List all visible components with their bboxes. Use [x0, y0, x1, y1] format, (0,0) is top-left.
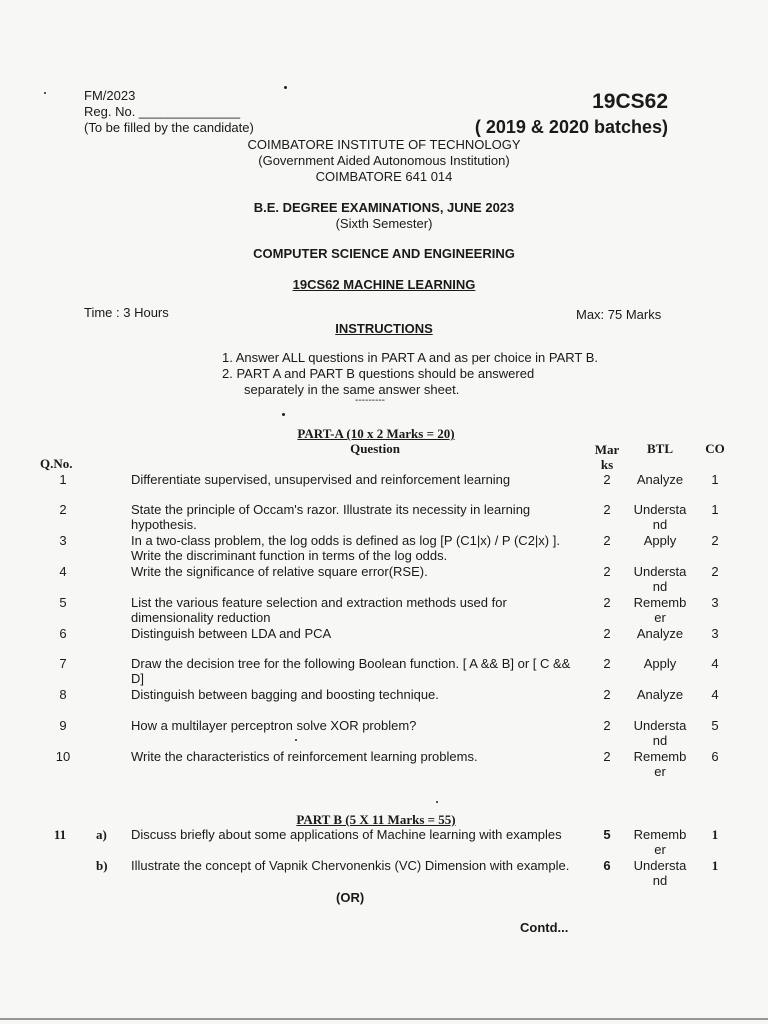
- department: COMPUTER SCIENCE AND ENGINEERING: [253, 246, 515, 261]
- marks: 2: [603, 502, 611, 517]
- instructions-title: INSTRUCTIONS: [335, 321, 433, 336]
- btl-level: Apply: [643, 533, 677, 548]
- qno: 3: [59, 533, 67, 548]
- btl-level: Analyze: [636, 472, 684, 487]
- scan-speck: [436, 801, 438, 803]
- or-separator: (OR): [336, 890, 365, 905]
- part-a-row-7: [0, 656, 768, 686]
- qno: 5: [59, 595, 67, 610]
- col-qno-header: Q.No.: [40, 456, 73, 471]
- instruction-2-cont: separately in the same answer sheet.: [244, 382, 460, 397]
- marks: 2: [603, 718, 611, 733]
- co: 1: [711, 472, 719, 487]
- part-a-row-8: [0, 687, 768, 717]
- question-text: Discuss briefly about some applications of Machine learning with examples: [131, 827, 562, 842]
- btl-level: Remember: [633, 749, 687, 779]
- reg-no-label: Reg. No. ______________: [84, 104, 241, 119]
- marks: 2: [603, 595, 611, 610]
- qno: 2: [59, 502, 67, 517]
- part-a-title: PART-A (10 x 2 Marks = 20): [297, 426, 455, 441]
- part-a-row-1: [0, 472, 768, 502]
- scan-speck: [284, 86, 287, 89]
- part-a-row-6: [0, 626, 768, 656]
- btl-level: Understand: [633, 564, 687, 594]
- part-a-row-3: [0, 533, 768, 563]
- btl-level: Apply: [643, 656, 677, 671]
- col-marks-header: Mar: [594, 442, 620, 457]
- scan-speck: [295, 739, 297, 741]
- question-text: In a two-class problem, the log odds is defined as log [P (C1|x) / P (C2|x) ]. Write the discriminant function in terms of the log odds.: [131, 533, 560, 563]
- co: 2: [711, 564, 719, 579]
- co: 5: [711, 718, 719, 733]
- col-co-header: CO: [705, 441, 725, 456]
- sub-question: b): [96, 858, 108, 873]
- marks: 2: [603, 626, 611, 641]
- part-b-row-11b: [0, 858, 768, 888]
- co: 1: [711, 858, 719, 873]
- qno: 7: [59, 656, 67, 671]
- co: 6: [711, 749, 719, 764]
- question-text: Differentiate supervised, unsupervised and reinforcement learning: [131, 472, 511, 487]
- question-text: State the principle of Occam's razor. Illustrate its necessity in learning hypothesis.: [131, 502, 531, 532]
- btl-level: Analyze: [636, 687, 684, 702]
- scan-speck: [44, 92, 46, 94]
- qno: 9: [59, 718, 67, 733]
- separator: ---------: [355, 395, 385, 406]
- btl-level: Understand: [633, 502, 687, 532]
- instruction-2: 2. PART A and PART B questions should be answered: [222, 366, 535, 381]
- form-code: FM/2023: [84, 88, 136, 103]
- qno: 1: [59, 472, 67, 487]
- co: 2: [711, 533, 719, 548]
- scan-speck: [282, 413, 285, 416]
- exam-title: B.E. DEGREE EXAMINATIONS, JUNE 2023: [253, 200, 515, 215]
- co: 1: [711, 827, 719, 842]
- part-a-row-10: [0, 749, 768, 779]
- part-a-row-9: [0, 718, 768, 748]
- scan-edge-line: [0, 1018, 768, 1020]
- course-title: 19CS62 MACHINE LEARNING: [292, 277, 476, 292]
- question-text: Write the significance of relative square error(RSE).: [131, 564, 428, 579]
- co: 4: [711, 656, 719, 671]
- btl-level: Remember: [633, 827, 687, 857]
- question-text: Distinguish between LDA and PCA: [131, 626, 332, 641]
- question-text: Illustrate the concept of Vapnik Chervonenkis (VC) Dimension with example.: [131, 858, 570, 873]
- question-text: List the various feature selection and extraction methods used for dimensionality reduction: [131, 595, 507, 625]
- co: 3: [711, 626, 719, 641]
- marks: 2: [603, 533, 611, 548]
- marks: 2: [603, 687, 611, 702]
- btl-level: Analyze: [636, 626, 684, 641]
- marks: 2: [603, 564, 611, 579]
- qno: 6: [59, 626, 67, 641]
- exam-time: Time : 3 Hours: [84, 305, 169, 320]
- fill-note: (To be filled by the candidate): [84, 120, 254, 135]
- part-a-row-4: [0, 564, 768, 594]
- btl-level: Remember: [633, 595, 687, 625]
- qno: 8: [59, 687, 67, 702]
- col-btl-header: BTL: [646, 441, 673, 456]
- sub-question: a): [96, 827, 107, 842]
- batches: ( 2019 & 2020 batches): [474, 117, 668, 137]
- part-a-row-5: [0, 595, 768, 625]
- co: 3: [711, 595, 719, 610]
- institute-city: COIMBATORE 641 014: [315, 169, 453, 184]
- btl-level: Understand: [633, 858, 687, 888]
- marks: 2: [603, 656, 611, 671]
- btl-level: Understand: [633, 718, 687, 748]
- marks: 5: [603, 827, 611, 842]
- col-marks-header-cont: ks: [600, 457, 614, 472]
- marks: 2: [603, 472, 611, 487]
- qno: 4: [59, 564, 67, 579]
- continued-note: Contd...: [520, 920, 569, 935]
- question-text: Draw the decision tree for the following Boolean function. [ A && B] or [ C && D]: [131, 656, 571, 686]
- marks: 2: [603, 749, 611, 764]
- institute-name: COIMBATORE INSTITUTE OF TECHNOLOGY: [247, 137, 521, 152]
- question-text: Write the characteristics of reinforcement learning problems.: [131, 749, 478, 764]
- qno: 10: [55, 749, 71, 764]
- max-marks: Max: 75 Marks: [576, 307, 662, 322]
- paper-code: 19CS62: [592, 90, 668, 113]
- part-b-row-11a: [0, 827, 768, 857]
- part-b-title: PART B (5 X 11 Marks = 55): [296, 812, 456, 827]
- question-text: Distinguish between bagging and boosting technique.: [131, 687, 439, 702]
- col-question-header: Question: [350, 441, 400, 456]
- co: 4: [711, 687, 719, 702]
- marks: 6: [603, 858, 611, 873]
- instruction-1: 1. Answer ALL questions in PART A and as per choice in PART B.: [222, 350, 599, 365]
- co: 1: [711, 502, 719, 517]
- qno: 11: [53, 827, 67, 842]
- semester: (Sixth Semester): [335, 216, 433, 231]
- part-a-row-2: [0, 502, 768, 532]
- institute-type: (Government Aided Autonomous Institution): [258, 153, 510, 168]
- question-text: How a multilayer perceptron solve XOR problem?: [131, 718, 417, 733]
